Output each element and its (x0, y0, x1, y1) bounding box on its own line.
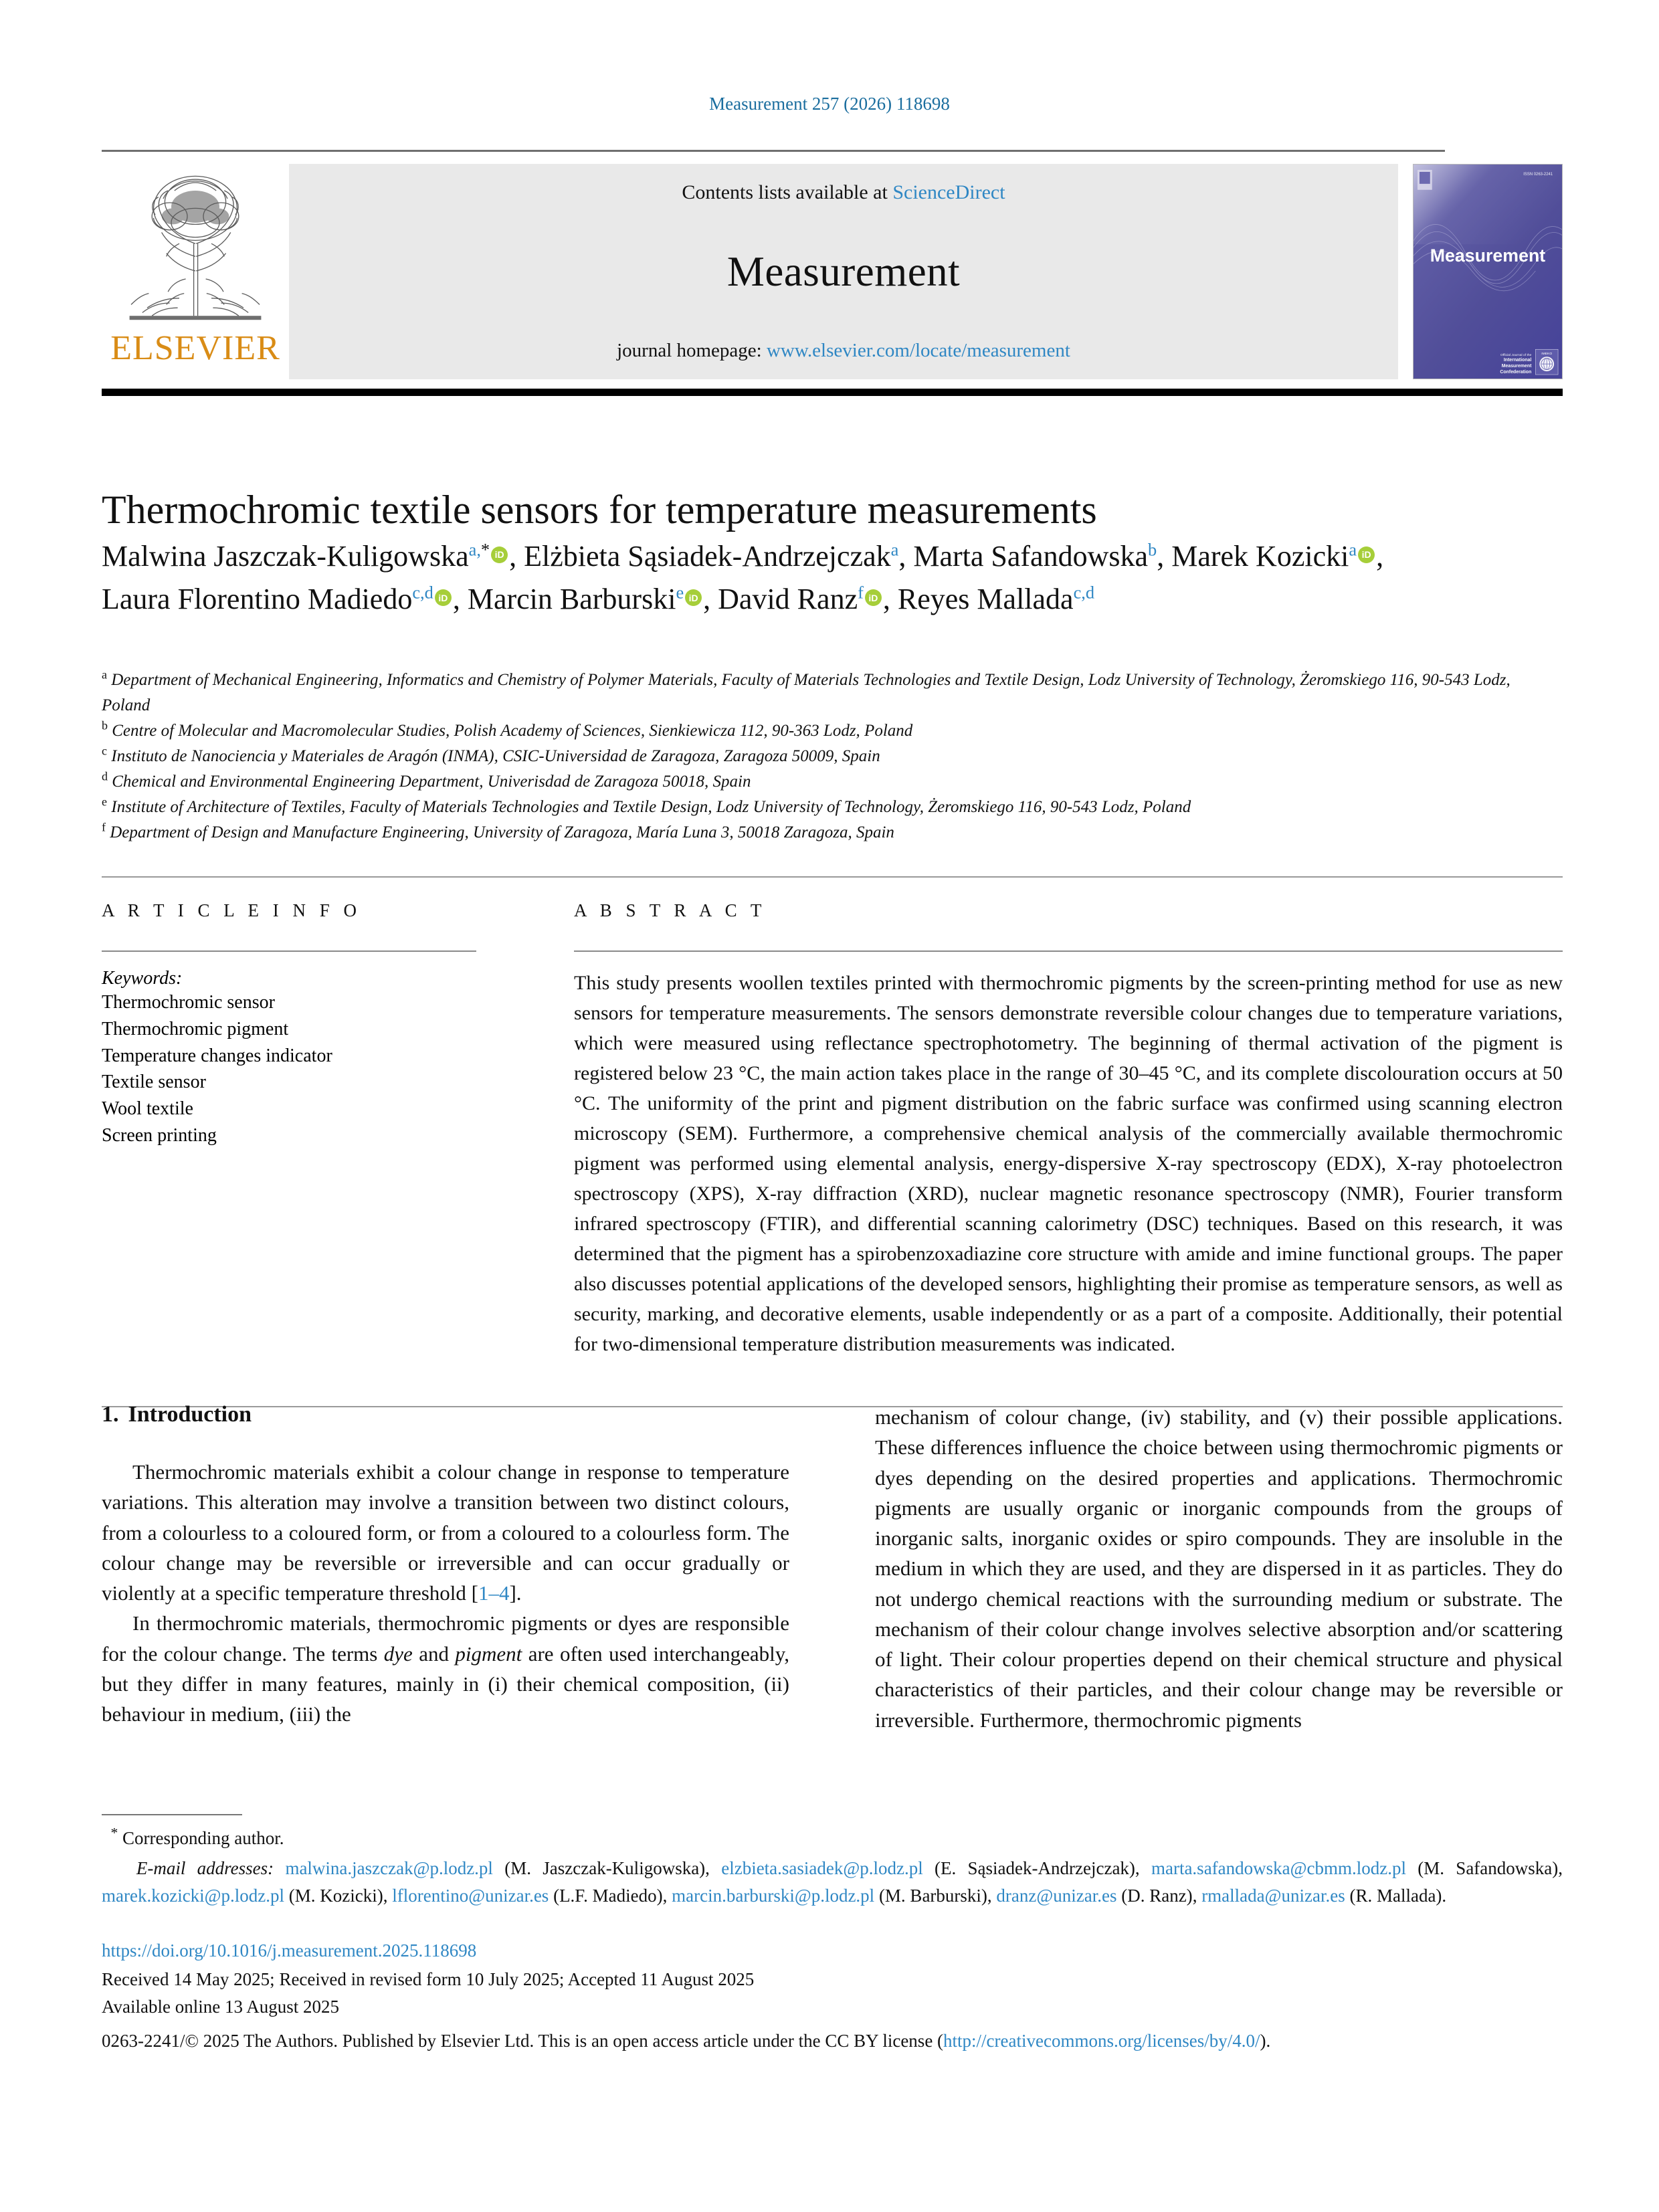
affiliation: $^e$ Institute of Architecture of Textiles, Faculty of Materials Technologies and Textile Design, Lodz University of Technology, Żeromskiego 116, 90-543 Lodz, Poland (102, 795, 1191, 816)
author-list: Malwina Jaszczak-Kuligowska$^{a,*}$ iD , Elżbieta Sąsiadek-Andrzejczak$^a$, Marta Safandowska$^b$, Marek Kozicki$^a$ iD , Laura Florentino Madiedo$^{c,d}$ iD , Marcin Barburski$^e$ iD , David Ranz$^f$ iD , Reyes Mallada$^{c,d}$ (102, 535, 1393, 621)
affiliation: $^f$ Department of Design and Manufacture Engineering, University of Zaragoza, María Luna 3, 50018 Zaragoza, Spain (102, 820, 894, 841)
abstract-column (574, 900, 1563, 1379)
elsevier-logo (102, 164, 289, 379)
cc-license-link[interactable]: http://creativecommons.org/licenses/by/4.0/ (943, 2031, 1260, 2051)
corresponding-author-mark: * (480, 539, 490, 560)
page-title: Thermochromic textile sensors for temperature measurements (102, 488, 1097, 532)
orcid-icon[interactable] (435, 589, 452, 606)
author-name: Reyes Mallada (897, 583, 1074, 616)
term-pigment: pigment (455, 1641, 522, 1666)
journal-name: Measurement (726, 248, 961, 295)
keyword-item: Wool textile (102, 1098, 193, 1119)
abstract-rule (574, 950, 1563, 952)
email-link[interactable]: lflorentino@unizar.es (392, 1886, 549, 1906)
abstract-text: This study presents woollen textiles printed with thermochromic pigments by the screen-printing method for use as new sensors for temperature measurements. The sensors demonstrate reversible colour changes due to temperature variations, which were measured using reflectance spectrophotometry. The beginning of thermal activation of the pigment is registered below 23 °C, the main action takes place in the range of 30–45 °C, and its complete discolouration occurs at 50 °C. The uniformity of the print and pigment distribution on the fabric surface was confirmed using scanning electron microscopy (SEM). Furthermore, a comprehensive chemical analysis of the commercially available thermochromic pigment was performed using elemental analysis, energy-dispersive X-ray spectroscopy (EDX), X-ray photoelectron spectroscopy (XPS), X-ray diffraction (XRD), nuclear magnetic resonance spectroscopy (NMR), Fourier transform infrared spectroscopy (FTIR), and differential scanning calorimetry (DSC) techniques. Based on this research, it was determined that the pigment has a spirobenzoxadiazine core structure with amide and imine functional groups. The paper also discusses potential applications of the developed sensors, highlighting their promise as temperature sensors, as well as security, marking, and decorative elements, usable independently or as a part of a composite. Additionally, their potential for two-dimensional temperature distribution measurements was indicated. (574, 972, 1563, 1355)
keyword-item: Thermochromic sensor (102, 992, 275, 1013)
infoblock-top-rule (102, 876, 1563, 878)
publication-info (102, 1937, 1563, 2055)
copyright-text-b: ). (1260, 2031, 1271, 2051)
author-name: Elżbieta Sąsiadek-Andrzejczak (524, 540, 891, 573)
column-gap (476, 900, 574, 1379)
author-name: David Ranz (718, 583, 858, 616)
orcid-icon[interactable] (865, 589, 882, 606)
affiliation: $^a$ Department of Mechanical Engineering, Informatics and Chemistry of Polymer Materials, Faculty of Materials Technologies and Textile Design, Lodz University of Technology, Żeromskiego 116, 90-543 Lodz, Poland (102, 668, 1510, 714)
author-name: Marcin Barburski (467, 583, 676, 616)
email-person: (E. Sąsiadek-Andrzejczak) (922, 1857, 1135, 1878)
journal-homepage-link[interactable]: www.elsevier.com/locate/measurement (766, 340, 1070, 361)
copyright-line (102, 2027, 1563, 2055)
author-affiliation-mark: c,d (1073, 582, 1095, 603)
email-link[interactable]: malwina.jaszczak@p.lodz.pl (285, 1857, 493, 1878)
svg-text:Measurement: Measurement (1430, 245, 1546, 266)
available-online-date: Available online 13 August 2025 (102, 1997, 339, 2017)
affiliation-mark: e (102, 795, 107, 809)
keyword-item: Temperature changes indicator (102, 1045, 332, 1066)
contents-prefix: Contents lists available at (682, 181, 893, 203)
svg-text:Confederation: Confederation (1500, 370, 1532, 375)
orcid-icon[interactable] (491, 546, 508, 563)
section-heading-introduction (102, 1402, 789, 1427)
intro-paragraph-3: mechanism of colour change, (iv) stability, and (v) their possible applications. These differences influence the choice between using thermochromic pigments or dyes depending on the desired properties and applications. Thermochromic pigments are usually organic or inorganic compounds from the groups of inorganic salts, inorganic oxides or spiro compounds. They are insoluble in the medium in which they are used, and they are dispersed in it as particles. They do not undergo chemical reactions with the surrounding medium or substrate. The mechanism of their colour change involves selective absorption and/or scattering of light. Their colour properties depend on their chemical structure and physical characteristics of their particles, and their colour change may be reversible or irreversible. Furthermore, thermochromic pigments (875, 1405, 1563, 1732)
body-columns (102, 1402, 1563, 1735)
article-info-abstract-block (102, 876, 1563, 1407)
email-link[interactable]: dranz@unizar.es (996, 1886, 1117, 1906)
email-person: (M. Safandowska) (1405, 1857, 1559, 1878)
article-info-heading: A R T I C L E I N F O (102, 900, 362, 920)
section-number: 1. (102, 1402, 119, 1427)
sciencedirect-link[interactable]: ScienceDirect (892, 181, 1005, 203)
email-person: (M. Kozicki) (284, 1886, 383, 1906)
intro-paragraph-2 (102, 1608, 789, 1729)
elsevier-tree-icon (115, 167, 276, 327)
orcid-icon[interactable] (1358, 546, 1375, 563)
email-person: (D. Ranz) (1116, 1886, 1193, 1906)
doi-link[interactable]: https://doi.org/10.1016/j.measurement.2025.118698 (102, 1940, 477, 1960)
received-dates: Received 14 May 2025; Received in revised form 10 July 2025; Accepted 11 August 2025 (102, 1969, 755, 1990)
author-affiliation-mark: b (1148, 539, 1157, 560)
journal-cover-thumbnail[interactable] (1413, 164, 1563, 379)
email-person: (M. Jaszczak-Kuligowska) (492, 1857, 706, 1878)
doi-line (102, 1937, 1563, 1965)
email-addresses: E-mail addresses: malwina.jaszczak@p.lodz.pl (M. Jaszczak-Kuligowska), elzbieta.sasiadek@p.lodz.pl (E. Sąsiadek-Andrzejczak), marta.safandowska@cbmm.lodz.pl (M. Safandowska), marek.kozicki@p.lodz.pl (M. Kozicki), lflorentino@unizar.es (L.F. Madiedo), marcin.barburski@p.lodz.pl (M. Barburski), dranz@unizar.es (D. Ranz), rmallada@unizar.es (R. Mallada). (102, 1857, 1563, 1906)
running-head: Measurement 257 (2026) 118698 (709, 94, 950, 114)
keyword-item: Thermochromic pigment (102, 1018, 289, 1039)
author-name: Laura Florentino Madiedo (102, 583, 413, 616)
author-affiliation-mark: e (676, 582, 684, 603)
corresponding-author-text: Corresponding author. (122, 1828, 284, 1848)
svg-text:IMEKO: IMEKO (1541, 353, 1553, 357)
intro-p2-text-a: In thermochromic materials, thermochromic pigments or dyes are responsible for the colour change. The terms (102, 1611, 789, 1666)
author-name: Marek Kozicki (1171, 540, 1349, 573)
article-info-column (102, 900, 476, 1379)
svg-text:International: International (1503, 358, 1532, 363)
author-affiliation-mark: a (890, 539, 899, 560)
email-link[interactable]: elzbieta.sasiadek@p.lodz.pl (721, 1857, 923, 1878)
email-person: (L.F. Madiedo) (549, 1886, 663, 1906)
journal-masthead (102, 150, 1563, 396)
masthead-bottom-rule (102, 389, 1563, 396)
affiliation-list (102, 668, 1540, 845)
corresponding-star: * (110, 1825, 118, 1841)
svg-text:Measurement: Measurement (1501, 364, 1532, 369)
email-person: (R. Mallada). (1345, 1886, 1447, 1906)
abstract-heading: A B S T R A C T (574, 900, 767, 920)
elsevier-wordmark: ELSEVIER (110, 329, 280, 367)
citation-link-1-4[interactable]: 1–4 (478, 1581, 510, 1605)
intro-p1-text-b: ]. (509, 1581, 522, 1605)
article-info-rule (102, 950, 476, 952)
footnote-block (102, 1814, 1563, 1910)
svg-text:Official Journal of the: Official Journal of the (1500, 354, 1532, 358)
email-label: E-mail addresses: (136, 1857, 274, 1878)
body-column-right (875, 1402, 1563, 1735)
affiliation-mark: b (102, 718, 108, 732)
email-link[interactable]: rmallada@unizar.es (1201, 1886, 1345, 1906)
masthead-top-rule (102, 150, 1445, 152)
affiliation: $^b$ Centre of Molecular and Macromolecular Studies, Polish Academy of Sciences, Sienkiewicza 112, 90-363 Lodz, Poland (102, 718, 913, 740)
keywords-list (102, 989, 476, 1149)
email-link[interactable]: marek.kozicki@p.lodz.pl (102, 1886, 285, 1906)
body-column-left (102, 1402, 789, 1735)
footnote-rule (102, 1814, 242, 1815)
author-affiliation-mark: a, (468, 539, 481, 560)
email-person: (M. Barburski) (874, 1886, 987, 1906)
email-link[interactable]: marta.safandowska@cbmm.lodz.pl (1151, 1857, 1406, 1878)
intro-p2-text-c: are often used interchangeably, but they differ in many features, mainly in (i) their chemical composition, (ii) behaviour in medium, (iii) the (102, 1641, 790, 1726)
author-affiliation-mark: a (1349, 539, 1357, 560)
affiliation: $^c$ Instituto de Nanociencia y Materiales de Aragón (INMA), CSIC-Universidad de Zaragoza, Zaragoza 50009, Spain (102, 744, 880, 765)
intro-p2-text-b: and (412, 1641, 456, 1666)
homepage-prefix: journal homepage: (617, 340, 767, 361)
contents-line (682, 181, 1005, 204)
svg-text:ISSN 0263-2241: ISSN 0263-2241 (1523, 172, 1553, 177)
term-dye: dye (383, 1641, 413, 1666)
intro-p1-text-a: Thermochromic materials exhibit a colour change in response to temperature variations. This alteration may involve a transition between two distinct colours, from a colourless to a coloured form, or from a coloured to a colourless form. The colour change may be reversible or irreversible and can occur gradually or violently at a specific temperature threshold [ (102, 1460, 789, 1605)
affiliation-mark: d (102, 769, 108, 783)
author-name: Marta Safandowska (913, 540, 1149, 573)
section-title: Introduction (128, 1402, 252, 1427)
corresponding-author-note (102, 1825, 1563, 1852)
author-affiliation-mark: f (858, 582, 864, 603)
orcid-icon[interactable] (685, 589, 702, 606)
affiliation-mark: c (102, 744, 107, 758)
journal-banner (289, 164, 1398, 379)
author-affiliation-mark: c,d (412, 582, 433, 603)
intro-paragraph-1 (102, 1457, 789, 1608)
keywords-label: Keywords: (102, 968, 183, 989)
keyword-item: Screen printing (102, 1124, 217, 1146)
email-link[interactable]: marcin.barburski@p.lodz.pl (672, 1886, 875, 1906)
author-name: Malwina Jaszczak-Kuligowska (102, 540, 469, 573)
affiliation-mark: a (102, 668, 107, 682)
affiliation-mark: f (102, 820, 106, 834)
homepage-line (617, 340, 1070, 362)
copyright-text-a: 0263-2241/© 2025 The Authors. Published by Elsevier Ltd. This is an open access article under the CC BY license ( (102, 2031, 944, 2051)
affiliation: $^d$ Chemical and Environmental Engineering Department, Univerisdad de Zaragoza 50018, Spain (102, 769, 751, 791)
keyword-item: Textile sensor (102, 1072, 206, 1093)
